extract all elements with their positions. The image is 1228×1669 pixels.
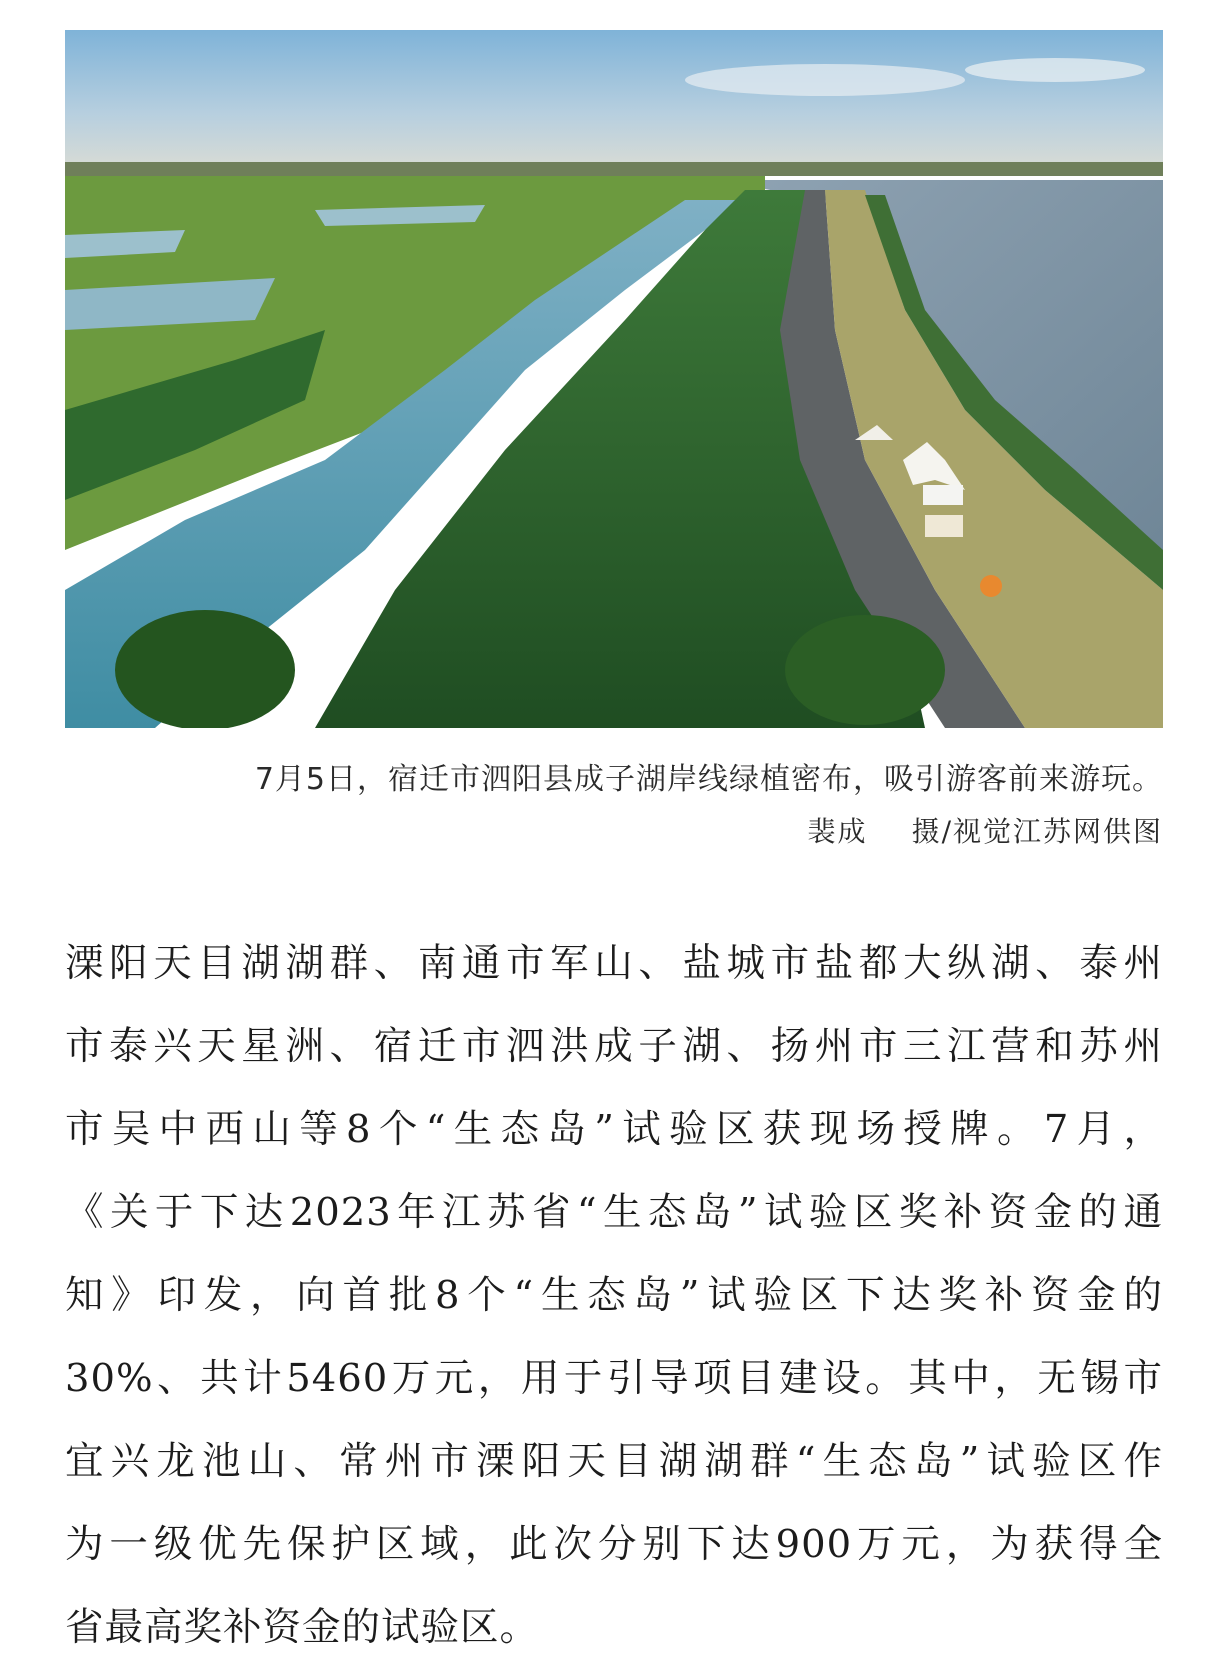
photo-source: 摄/视觉江苏网供图 (911, 815, 1163, 848)
body-line: 《关于下达2023年江苏省“生态岛”试验区奖补资金的通 (65, 1190, 1163, 1235)
photographer-name: 裴成 (807, 815, 868, 848)
aerial-landscape-image (65, 30, 1163, 728)
photo-credit (65, 812, 1163, 852)
body-line: 溧阳天目湖湖群、南通市军山、盐城市盐都大纵湖、泰州 (65, 941, 1163, 986)
body-line: 市泰兴天星洲、宿迁市泗洪成子湖、扬州市三江营和苏州 (65, 1024, 1163, 1069)
body-line: 为一级优先保护区域，此次分别下达900万元，为获得全 (65, 1522, 1163, 1567)
article-body (65, 922, 1163, 1669)
body-line: 省最高奖补资金的试验区。 (65, 1605, 540, 1650)
lakeshore-photo (65, 30, 1163, 728)
body-line: 知》印发，向首批8个“生态岛”试验区下达奖补资金的 (65, 1273, 1163, 1318)
body-line: 市吴中西山等8个“生态岛”试验区获现场授牌。7月， (65, 1107, 1163, 1152)
photo-caption: 7月5日，宿迁市泗阳县成子湖岸线绿植密布，吸引游客前来游玩。 (254, 762, 1163, 797)
body-line: 30%、共计5460万元，用于引导项目建设。其中，无锡市 (65, 1356, 1163, 1401)
body-line: 宜兴龙池山、常州市溧阳天目湖湖群“生态岛”试验区作 (65, 1439, 1163, 1484)
